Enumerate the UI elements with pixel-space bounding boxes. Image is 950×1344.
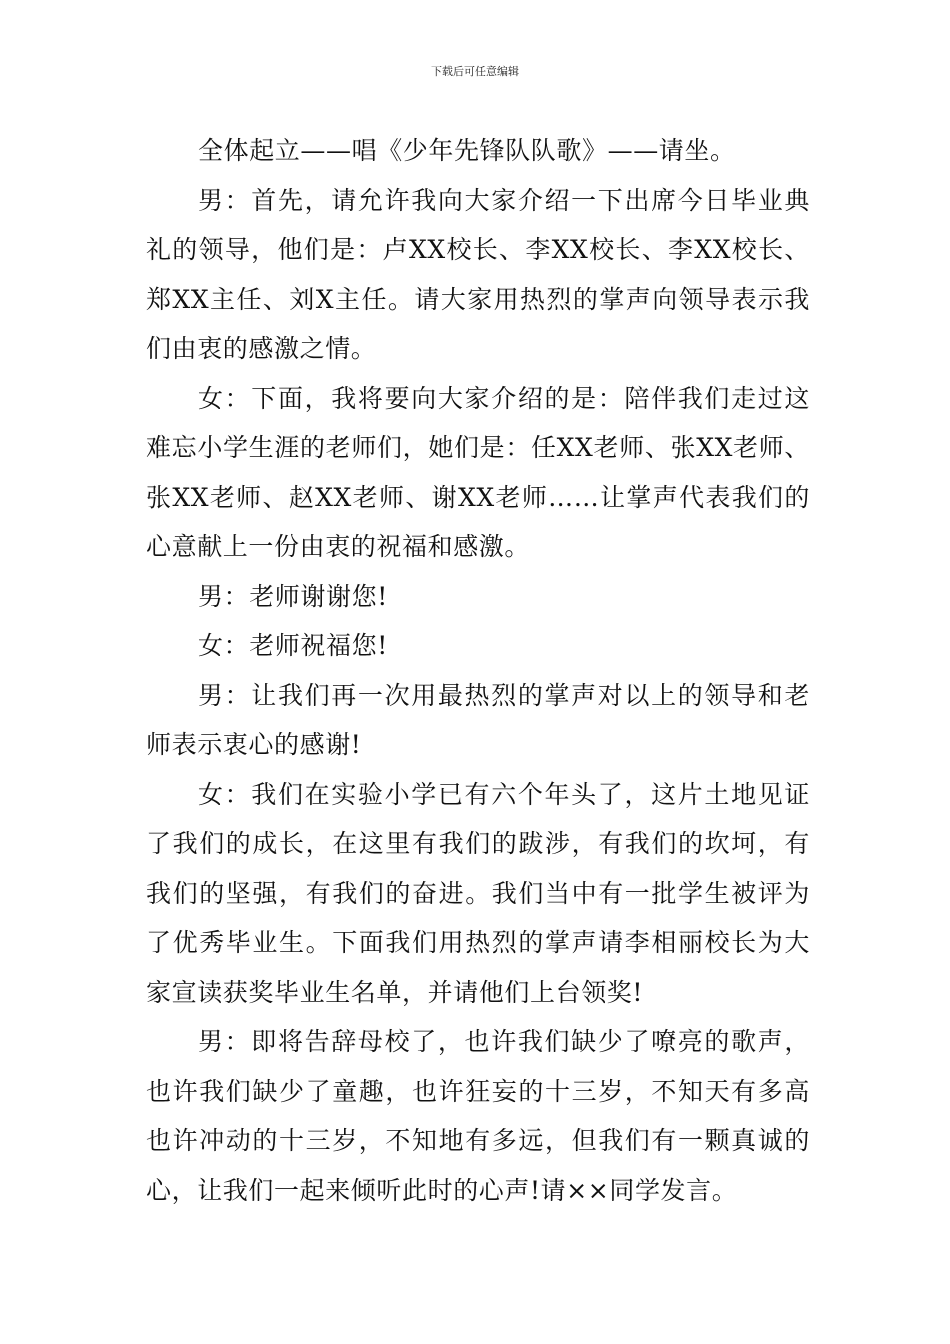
paragraph-applause: 男：让我们再一次用最热烈的掌声对以上的领导和老师表示衷心的感谢! [146,680,810,759]
paragraph-introduce-leaders: 男：首先，请允许我向大家介绍一下出席今日毕业典礼的领导，他们是：卢XX校长、李XX校长、李XX校长、郑XX主任、刘X主任。请大家用热烈的掌声向领导表示我们由衷的感激之情。 [146,185,810,363]
paragraph-introduce-teachers: 女：下面，我将要向大家介绍的是：陪伴我们走过这难忘小学生涯的老师们，她们是：任XX老师、张XX老师、张XX老师、赵XX老师、谢XX老师……让掌声代表我们的心意献上一份由衷的祝福和感激。 [146,383,810,561]
paragraph-farewell: 男：即将告辞母校了，也许我们缺少了嘹亮的歌声，也许我们缺少了童趣，也许狂妄的十三岁，不知天有多高也许冲动的十三岁，不知地有多远，但我们有一颗真诚的心，让我们一起来倾听此时的心声!请××同学发言。 [146,1027,810,1205]
paragraph-awards: 女：我们在实验小学已有六个年头了，这片土地见证了我们的成长，在这里有我们的跋涉，有我们的坎坷，有我们的坚强，有我们的奋进。我们当中有一批学生被评为了优秀毕业生。下面我们用热烈的掌声请李相丽校长为大家宣读获奖毕业生名单，并请他们上台领奖! [146,779,810,1007]
page-header: 下载后可任意编辑 [431,65,519,78]
paragraph-thank-teachers: 男：老师谢谢您! [198,581,388,611]
paragraph-bless-teachers: 女：老师祝福您! [198,631,388,660]
document-body [146,126,810,1215]
paragraph-stand-up: 全体起立——唱《少年先锋队队歌》——请坐。 [198,136,736,165]
